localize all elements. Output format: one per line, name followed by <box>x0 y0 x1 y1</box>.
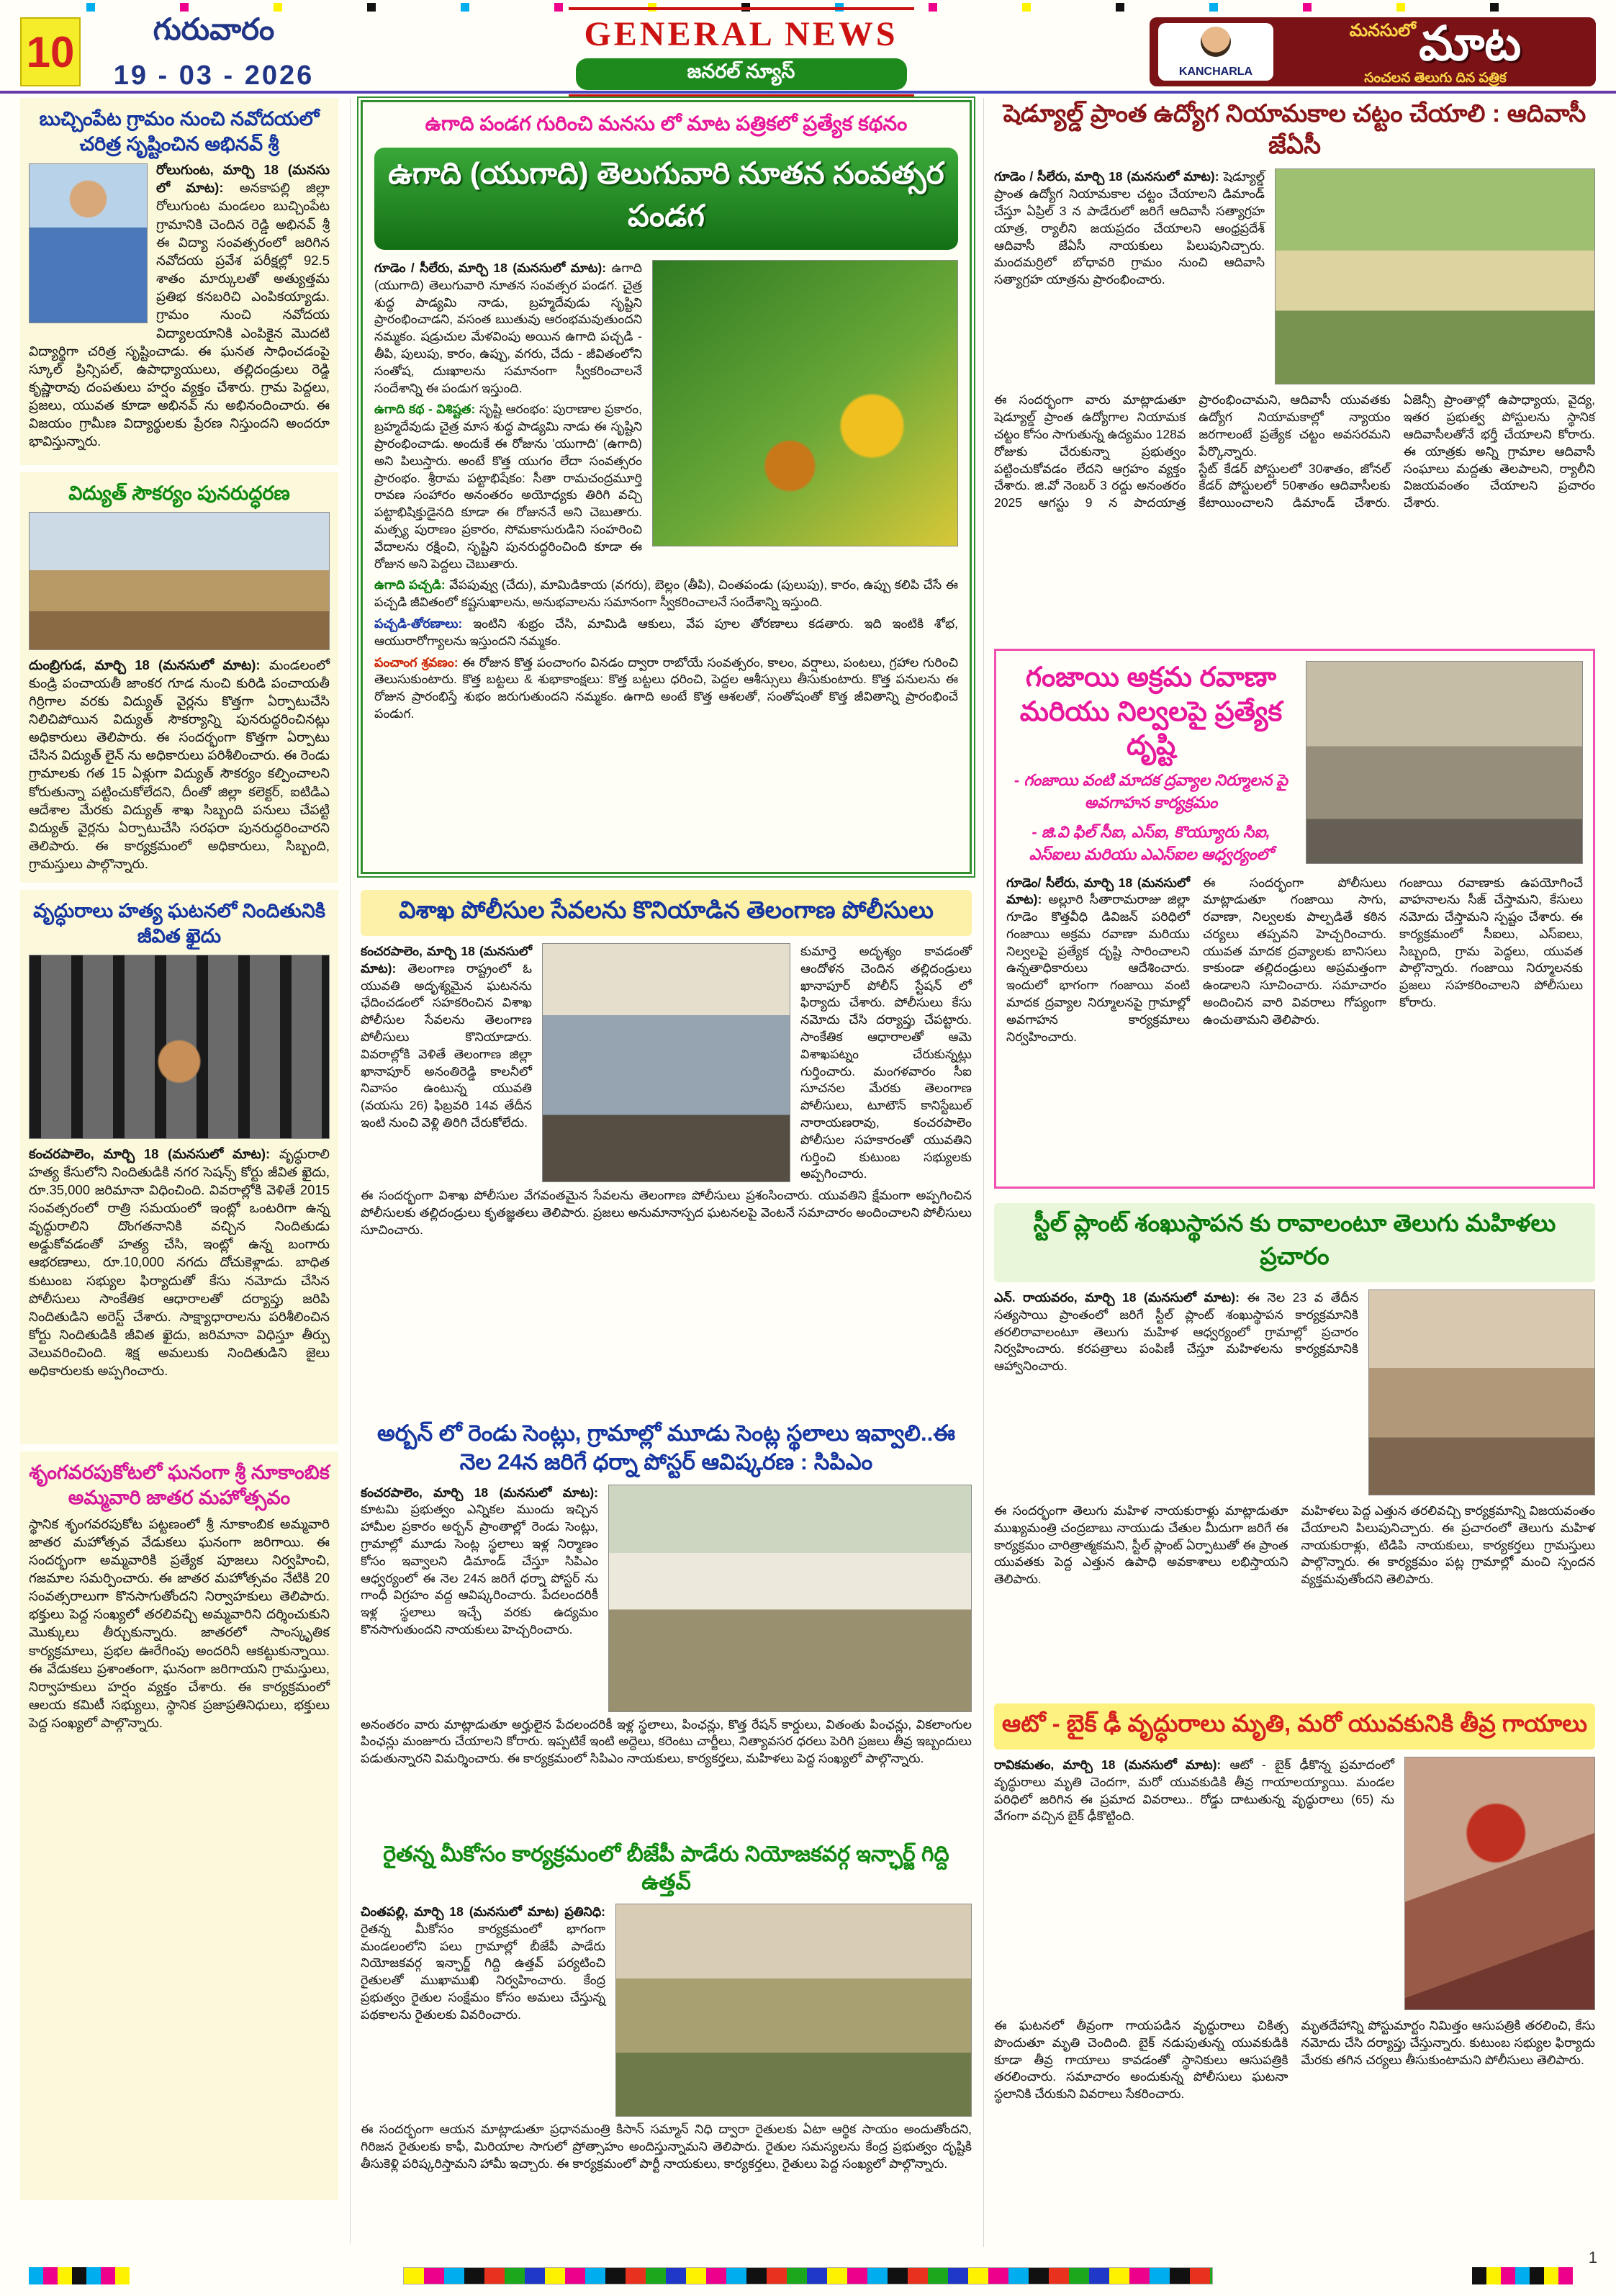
right-column <box>983 98 1595 2247</box>
awareness-campaign-photo <box>1306 661 1583 864</box>
article-media-row <box>361 1485 972 1712</box>
article-subtitle: - గంజాయి వంటి మాదక ద్రవ్యాల నిర్మూలన పై అవగాహన కార్యక్రమం <box>1014 770 1288 811</box>
article-title: వృద్ధురాలు హత్య ఘటనలో నిందితునికి జీవిత ఖైదు <box>33 900 325 947</box>
center-column <box>350 98 972 2243</box>
ugadi-pachadi <box>374 577 958 611</box>
dateline: కంచరపాలెం, మార్చి 18 (మనసులో మాట): <box>361 1485 598 1500</box>
ugadi-torana <box>374 616 958 650</box>
article-media-row <box>361 1904 972 2117</box>
article-title: రైతన్న మీకోసం కార్యక్రమంలో బీజేపీ పాడేరు నియోజకవర్గ ఇన్ఛార్జ్ గిద్ది ఉత్తవ్ <box>383 1842 949 1894</box>
ugadi-title: ఉగాది (యుగాది) తెలుగువారి నూతన సంవత్సర పండగ <box>374 148 958 250</box>
article-body: ఈ సందర్భంగా తెలుగు మహిళ నాయకురాళ్లు మాట్లాడుతూ ముఖ్యమంత్రి చంద్రబాబు నాయుడు చేతుల మీదుగా జరిగే ఈ కార్యక్రమం చారిత్రాత్మకమని, స్టీల్ ప్లాంట్ ఏర్పాటుతో ఈ ప్రాంత యువతకు పెద్ద ఎత్తున ఉపాధి అవకాశాలు లభిస్తాయని తెలిపారు. <box>994 1503 1288 1587</box>
page-number: 10 <box>26 27 75 76</box>
article-rythanna-bjp <box>361 1840 972 2229</box>
article-body: ఈ ఘటనలో తీవ్రంగా గాయపడిన వృద్ధురాలు చికిత్స పొందుతూ మృతి చెందింది. బైక్ నడుపుతున్న యువకుడికి కూడా తీవ్ర గాయాలు కావడంతో స్థానికులు ఆసుపత్రికి తరలించారు. సమాచారం అందుకున్న పోలీసులు ఘటనా స్థలానికి చేరుకుని వివరాలు సేకరించారు. <box>994 2018 1288 2102</box>
article-title: గంజాయి అక్రమ రవాణా మరియు నిల్వలపై ప్రత్యేక దృష్టి <box>1019 662 1283 761</box>
article-body <box>29 656 330 873</box>
section-title-telugu: జనరల్ న్యూస్ <box>576 58 907 90</box>
injured-woman-photo <box>1404 1757 1595 2010</box>
article-body: మృతదేహాన్ని పోస్టుమార్టం నిమిత్తం ఆసుపత్రికి తరలించి, కేసు నమోదు చేసి దర్యాప్తు చేస్తున్నారు. కుటుంబ సభ్యుల ఫిర్యాదు మేరకు తగిన చర్యలు తీసుకుంటామని పోలీసులు తెలిపారు. <box>1301 2018 1595 2067</box>
dateline: కంచరపాలెం, మార్చి 18 (మనసులో మాట): <box>361 944 532 976</box>
dateline: గూడెం / సీలేరు, మార్చి 18 (మనసులో మాట): <box>374 261 607 275</box>
body-text: వృద్ధురాలి హత్య కేసులోని నిందితుడికి నగర సెషన్స్ కోర్టు జీవిత ఖైదు, రూ.35,000 జరిమానా విధించింది. వివరాల్లోకి వెళితే 2015 సంవత్సరంలో రాత్రి సమయంలో ఇంట్లో ఒంటరిగా ఉన్న వృద్ధురాలిని దొంగతనానికి వచ్చిన నిందితుడు అడ్డుకోవడంతో హత్య చేసి, ఇంట్లో ఉన్న బంగారు ఆభరణాలు, రూ.10,000 నగదు దోచుకెళ్లాడు. బాధిత కుటుంబ సభ్యుల ఫిర్యాదుతో కేసు నమోదు చేసిన పోలీసులు సాంకేతిక ఆధారాలతో దర్యాప్తు జరిపి నిందితుడిని అరెస్ట్ చేశారు. సాక్ష్యాధారాలను పరిశీలించిన కోర్టు నిందితుడికి జీవిత ఖైదు, జరిమానా విధిస్తూ తీర్పు వెలువరించింది. శిక్ష అమలుకు నిందితుడిని జైలు అధికారులకు అప్పగించారు. <box>29 1145 330 1379</box>
body-text: రైతన్న మీకోసం కార్యక్రమంలో భాగంగా మండలంలోని పలు గ్రామాల్లో బీజేపీ పాడేరు నియోజకవర్గ ఇన్ఛార్జ్ గిద్ది ఉత్తవ్ పర్యటించి రైతులతో ముఖాముఖి నిర్వహించారు. కేంద్ర ప్రభుత్వం రైతుల సంక్షేమం కోసం అమలు చేస్తున్న పథకాలను రైతులకు వివరించారు. <box>361 1921 605 2022</box>
article-title: ఆటో - బైక్ ఢీ వృద్ధురాలు మృతి, మరో యువకునికి తీవ్ర గాయాలు <box>994 1703 1595 1750</box>
article-jatara-festival <box>20 1451 338 2200</box>
ugadi-panchanga <box>374 654 958 723</box>
article-head-row <box>1006 661 1583 868</box>
subhead-pachadi: ఉగాది పచ్చడి: <box>374 577 446 593</box>
article-body: గంజాయి రవాణాకు ఉపయోగించే వాహనాలను సీజ్ చేస్తామని, కేసులు నమోదు చేస్తామని స్పష్టం చేశారు. ఈ కార్యక్రమంలో సీఐలు, ఎస్ఐలు, సిబ్బంది, గ్రామ పెద్దలు, యువత పాల్గొన్నారు. గంజాయి నిర్మూలనకు ప్రజలు సహకరించాలని పోలీసులు కోరారు. <box>1399 875 1583 1010</box>
police-meeting-photo <box>542 943 790 1182</box>
header-divider <box>0 91 1616 94</box>
article-media-row <box>994 168 1595 384</box>
article-body-bottom: ఈ సందర్భంగా విశాఖ పోలీసుల వేగవంతమైన సేవలను తెలంగాణ పోలీసులు ప్రశంసించారు. యువతిని క్షేమంగా అప్పగించిన పోలీసులకు తల్లిదండ్రులు కృతజ్ఞతలు తెలిపారు. ప్రజలు అనుమానాస్పద ఘటనలపై వెంటనే సమాచారం అందించాలని పోలీసులు సూచించారు. <box>361 1188 972 1237</box>
jail-bars-photo <box>29 955 330 1139</box>
brand-name: KANCHARLA <box>1158 63 1273 81</box>
dateline: దుంబ్రిగుడ, మార్చి 18 (మనసులో మాట): <box>29 657 261 672</box>
publisher-portrait-icon <box>1201 27 1231 57</box>
dateline: రావికమతం, మార్చి 18 (మనసులో మాట): <box>994 1757 1222 1772</box>
dateline: చింతపల్లి, మార్చి 18 (మనసులో మాట) ప్రతినిధి: <box>361 1904 605 1919</box>
body-text: సృష్టి ఆరంభం: పురాణాల ప్రకారం, బ్రహ్మదేవుడు చైత్ర మాస శుద్ధ పాడ్యమి నాడు ఈ సృష్టిని ప్రారంభించాడు. అందుకే ఈ రోజును 'యుగాది' (ఉగాది) అని పిలుస్తారు. అంటే కొత్త యుగం లేదా సంవత్సరం ప్రారంభం. శ్రీరామ పట్టాభిషేకం: సీతా రామచంద్రమూర్తి రావణ సంహారం అనంతరం అయోధ్యకు తిరిగి వచ్చి పట్టాభిషిక్తుడైనది కూడా ఈ రోజుననే అని చెబుతారు. మత్స్య పురాణం ప్రకారం, సోమకాసురుడిని సంహరించి వేదాలను రక్షించి, సృష్టిని పునరుద్ధరించింది కూడా ఈ రోజున అని పెద్దలు చెబుతారు. <box>374 402 642 571</box>
article-title: బుచ్చింపేట గ్రామం నుంచి నవోదయలో చరిత్ర సృష్టించిన అభినవ్ శ్రీ <box>39 108 320 155</box>
tribal-rally-photo <box>1275 168 1595 384</box>
body-text: ఆటో - బైక్ ఢీకొన్న ప్రమాదంలో వృద్ధురాలు మృతి చెందగా, మరో యువకుడికి తీవ్ర గాయాలయ్యాయి. మండల పరిధిలో జరిగిన ఈ ప్రమాద వివరాలు.. రోడ్డు దాటుతున్న వృద్ధురాలు (65) ను వేగంగా వచ్చిన బైక్ ఢీకొట్టింది. <box>994 1757 1395 1824</box>
article-title-block <box>1006 661 1296 868</box>
subhead-story: ఉగాది కథ - విశిష్టత: <box>374 402 476 417</box>
body-text: ఈ నెల 23 వ తేదీన సత్యసాయి ప్రాంతంలో జరిగే స్టీల్ ప్లాంట్ శంఖుస్థాపన కార్యక్రమానికి తరలిరావాలంటూ తెలుగు మహిళ ఆధ్వర్యంలో గ్రామాల్లో ప్రచారం నిర్వహించారు. కరపత్రాలు పంపిణీ చేస్తూ మహిళలను కార్యక్రమానికి ఆహ్వానించారు. <box>994 1290 1358 1374</box>
body-text: మండలంలో కుండ్రి పంచాయతీ జాంకర గూడ నుంచి కురిడి పంచాయతీ గిర్రిగాల వరకు విద్యుత్ వైర్లను కొత్తగా ఏర్పాటుచేసి నిలిచిపోయిన విద్యుత్ సౌకర్యాన్ని పునరుద్ధరించినట్లు అధికారులు తెలిపారు. ఈ సందర్భంగా కొత్తగా ఏర్పాటు చేసిన విద్యుత్ లైన్ ను అధికారులు పరిశీలించారు. ఈ రెండు గ్రామాలకు గత 15 ఏళ్లుగా విద్యుత్ సౌకర్యం కల్పించాలని కోరుతున్నా పట్టించుకోలేదని, దీంతో జిల్లా కలెక్టర్, ఐటిడిఎ ఆదేశాల మేరకు విద్యుత్ శాఖ సిబ్బంది పనులు చేపట్టి విద్యుత్ వైర్లను ఏర్పాటుచేసి సరఫరా పునరుద్ధరించారని తెలిపారు. ఈ కార్యక్రమంలో అధికారులు, సిబ్బంది, గ్రామస్తులు పాల్గొన్నారు. <box>29 657 330 872</box>
body-text: తెలంగాణ రాష్ట్రంలో ఓ యువతి అదృశ్యమైన ఘటనను ఛేదించడంలో సహకరించిన విశాఖ పోలీసుల సేవలను తెలంగాణ పోలీసులు కొనియాడారు. వివరాల్లోకి వెళితే తెలంగాణ జిల్లా ఖానాపూర్ అనంతిరెడ్డి కాలనీలో నివాసం ఉంటున్న యువతి (వయసు 26) ఫిబ్రవరి 14వ తేదీన ఇంటి నుంచి వెళ్లి తిరిగి చేరుకోలేదు. <box>361 960 532 1130</box>
subhead-torana: పచ్చడి-తోరణాలు: <box>374 616 463 631</box>
article-body-left <box>361 1485 598 1712</box>
article-title: స్టీల్ ప్లాంట్ శంఖుస్థాపన కు రావాలంటూ తెలుగు మహిళలు ప్రచారం <box>994 1203 1595 1282</box>
article-steel-plant-campaign <box>994 1203 1595 1689</box>
section-title-box <box>569 7 914 97</box>
article-body: ఈ సందర్భంగా వారు మాట్లాడుతూ షెడ్యూల్డ్ ప్రాంత ఉద్యోగాల నియామక చట్టం కోసం సాగుతున్న ఉద్యమం 128వ రోజుకు చేరుకున్నా ప్రభుత్వం పట్టించుకోవడం లేదని ఆగ్రహం వ్యక్తం చేశారు. జి.వో నెంబర్ 3 రద్దు అనంతరం 2025 ఆగస్టు 9 న పాదయాత్ర ప్రారంభించామని, ఆదివాసీ యువతకు ఉద్యోగ నియామకాల్లో న్యాయం జరగాలంటే ప్రత్యేక చట్టం అవసరమని పేర్కొన్నారు. <box>994 392 1391 510</box>
print-registration-bar-bottom <box>403 2267 1213 2284</box>
left-column <box>20 98 338 2207</box>
body-text: వేపపువ్వు (చేదు), మామిడికాయ (వగరు), బెల్లం (తీపి), చింతపండు (పులుపు), కారం, ఉప్పు కలిపి చేసే ఈ పచ్చడి జీవితంలో కష్టసుఖాలను, అనుభవాలను సమానంగా స్వీకరించాలనే సందేశాన్ని ఇస్తుంది. <box>374 577 958 610</box>
body-text: ఉగాది (యుగాది) తెలుగువారి నూతన సంవత్సర పండగ. చైత్ర శుద్ధ పాడ్యమి నాడు, బ్రహ్మదేవుడు సృష్టిని ప్రారంభించాడని, వసంత ఋతువు ఆరంభమవుతుందని నమ్మకం. షడ్రుచుల మేళవింపు అయిన ఉగాది పచ్చడి - తీపి, పులుపు, కారం, ఉప్పు, వగరు, చేదు - జీవితంలోని సంతోష, దుఃఖాలను సమానంగా స్వీకరించాలనే సందేశాన్ని ఈ పండుగ ఇస్తుంది. <box>374 261 642 395</box>
dateline: గూడెం / సీలేరు, మార్చి 18 (మనసులో మాట): <box>994 169 1219 184</box>
article-adivasi-jac <box>994 98 1595 634</box>
weekday-label: గురువారం <box>153 12 275 46</box>
ugadi-kicker: ఉగాది పండగ గురించి మనసు లో మాట పత్రికలో ప్రత్యేక కథనం <box>425 112 908 135</box>
body-text: కూటమి ప్రభుత్వం ఎన్నికల ముందు ఇచ్చిన హామీల ప్రకారం అర్బన్ ప్రాంతాల్లో రెండు సెంట్లు, గ్రామాల్లో మూడు సెంట్ల స్థలాలు ఇళ్ల నిర్మాణం కోసం ఇవ్వాలని డిమాండ్ చేస్తూ సిపిఎం ఆధ్వర్యంలో ఈ నెల 24న జరిగే ధర్నా పోస్టర్ ను గాంధీ విగ్రహం వద్ద ఆవిష్కరించారు. పేదలందరికీ ఇళ్ల స్థలాలు ఇచ్చే వరకు ఉద్యమం కొనసాగుతుందని నాయకులు హెచ్చరించారు. <box>361 1502 598 1637</box>
article-body: ఈ సందర్భంగా పోలీసులు మాట్లాడుతూ గంజాయి సాగు, రవాణా, నిల్వలకు పాల్పడితే కఠిన చర్యలు తప్పవని హెచ్చరించారు. యువత మాదక ద్రవ్యాలకు బానిసలు కాకుండా తల్లిదండ్రులు అప్రమత్తంగా ఉండాలని సూచించారు. సమాచారం అందించిన వారి వివరాలు గోప్యంగా ఉంచుతామని తెలిపారు. <box>1203 875 1386 1027</box>
ugadi-festive-photo <box>652 260 958 546</box>
page-header <box>20 12 1596 91</box>
article-body-columns <box>994 392 1595 512</box>
body-text: ఈ రోజున కొత్త పంచాంగం వినడం ద్వారా రాబోయే సంవత్సరం, కాలం, వర్షాలు, పంటలు, గ్రహాల గురించి తెలుసుకుంటారు. కొత్త బట్టలు & శుభాకాంక్షలు: కొత్త బట్టలు ధరించి, పెద్దల ఆశీస్సులు తీసుకుంటారు. కొత్త పనులను ఈ రోజున ప్రారంభిస్తే శుభం జరుగుతుందని నమ్మకం. ఉగాది అంటే కొత్త ఆశలతో, సంతోషంతో కొత్త జీవితాన్ని ప్రారంభించే పండుగ. <box>374 654 958 721</box>
article-body-columns <box>994 2017 1595 2103</box>
article-title: విశాఖ పోలీసుల సేవలను కొనియాడిన తెలంగాణ పోలీసులు <box>361 890 972 936</box>
body-text: అల్లూరి సీతారామరాజు జిల్లా గూడెం కొత్తవీధి డివిజన్ పరిధిలో గంజాయి అక్రమ రవాణా మరియు నిల్వలపై ప్రత్యేక దృష్టి సారించాలని ఉన్నతాధికారులు ఆదేశించారు. ఇందులో భాగంగా గంజాయి వంటి మాదక ద్రవ్యాల నిర్మూలనపై గ్రామాల్లో అవగాహన కార్యక్రమాలు నిర్వహించారు. <box>1006 892 1190 1044</box>
day-date-block <box>95 12 333 91</box>
article-body: స్టేట్ కేడర్ పోస్టులలో 30శాతం, జోనల్ కేడర్ పోస్టులలో 50శాతం ఆదివాసీలకు కేటాయించాలని డిమాండ్ చేశారు. ఏజెన్సీ ప్రాంతాల్లో ఉపాధ్యాయ, వైద్య, ఇతర ప్రభుత్వ పోస్టులను స్థానిక ఆదివాసీలతోనే భర్తీ చేయాలని కోరారు. ఈ యాత్రకు అన్ని గ్రామాల ఆదివాసీ సంఘాలు మద్దతు తెలపాలని, ర్యాలీని విజయవంతం చేయాలని ప్రచారం చేశారు. <box>1199 392 1595 510</box>
article-body <box>29 1145 330 1380</box>
page-number-box <box>20 17 81 86</box>
women-campaign-photo <box>1368 1289 1595 1495</box>
masthead <box>1150 17 1596 86</box>
article-body-left <box>994 168 1265 384</box>
article-media-row <box>994 1289 1595 1495</box>
article-title: విద్యుత్ సౌకర్యం పునరుద్ధరణ <box>68 482 290 504</box>
article-subtitle: - జి.వి ఫిల్ సీఐ, ఎస్ఐ, కొయ్యూరు సిఐ, ఎస్ఐలు మరియు ఎఎస్ఐల ఆధ్వర్యంలో <box>1029 822 1273 863</box>
ugadi-content <box>374 260 958 723</box>
article-title: అర్బన్ లో రెండు సెంట్లు, గ్రామాల్లో మూడు సెంట్ల స్థలాలు ఇవ్వాలి..ఈ నెల 24న జరిగే ధర్నా పోస్టర్ ఆవిష్కరణ : సిపిఎం <box>376 1421 956 1475</box>
masthead-title-block <box>1283 16 1587 86</box>
article-body-bottom: అనంతరం వారు మాట్లాడుతూ అర్హులైన పేదలందరికీ ఇళ్ల స్థలాలు, పింఛన్లు, కొత్త రేషన్ కార్డులు, వితంతు పింఛన్లు, వికలాంగుల పింఛన్లు మంజూరు చేయాలని కోరారు. ఇప్పటికే ఇంటి అద్దెలు, కరెంటు చార్జీలు, నిత్యావసర ధరలు పెరిగి ప్రజలు తీవ్ర ఇబ్బందులు పడుతున్నారని విమర్శించారు. ఈ కార్యక్రమంలో సిపిఎం నాయకులు, కార్యకర్తలు, మహిళలు పెద్ద సంఖ్యలో పాల్గొన్నారు. <box>361 1716 972 1766</box>
article-media-row <box>361 943 972 1183</box>
article-body-columns <box>1006 875 1583 1046</box>
dateline: రోలుగుంట, మార్చి 18 (మనసు లో మాట): <box>156 162 330 196</box>
article-body-left <box>994 1289 1358 1495</box>
article-ugadi-special <box>361 100 972 874</box>
dateline: కంచరపాలెం, మార్చి 18 (మనసులో మాట): <box>29 1145 271 1161</box>
print-registration-bar-bottom-left <box>29 2267 130 2284</box>
farmers-meeting-photo <box>615 1904 972 2117</box>
article-ganja-awareness <box>994 649 1595 1189</box>
body-text: షెడ్యూల్డ్ ప్రాంత ఉద్యోగ నియామకాల చట్టం చేయాలని డిమాండ్ చేస్తూ ఏప్రిల్ 3 న పాడేరులో జరిగే ఆదివాసీ సత్యాగ్రహ యాత్ర, ర్యాలీని జయప్రదం చేయాలని ఆంధ్రప్రదేశ్ ఆదివాసీ జేఏసీ నాయకులు పిలుపునిచ్చారు. మందమర్రిలో బోధావరి గ్రామం నుంచి ఆదివాసి సత్యాగ్రహ యాత్రను ప్రారంభించారు. <box>994 169 1265 287</box>
article-road-accident <box>994 1703 1595 2233</box>
article-title: శృంగవరపుకోటలో ఘనంగా శ్రీ నూకాంబిక అమ్మవారి జాతర మహోత్సవం <box>29 1462 330 1508</box>
section-title-english: GENERAL NEWS <box>584 14 898 53</box>
article-cpm-dharna <box>361 1419 972 1826</box>
article-media-row <box>994 1757 1595 2010</box>
article-body <box>1006 875 1190 1046</box>
article-title: షెడ్యూల్డ్ ప్రాంత ఉద్యోగ నియామకాల చట్టం చేయాలి : ఆదివాసీ జేఏసీ <box>1003 100 1586 160</box>
masthead-title: మాట <box>1419 16 1522 70</box>
article-body-left <box>994 1757 1394 2010</box>
dateline: గూడెం/ సీలేరు, మార్చి 18 (మనసులో మాట): <box>1006 875 1190 907</box>
article-body <box>29 1515 330 1732</box>
cpm-poster-release-photo <box>608 1485 972 1712</box>
body-text: ఇంటిని శుభ్రం చేసి, మామిడి ఆకులు, వేప పూల తోరణాలు కడతారు. ఇది ఇంటికి శోభ, ఆయురారోగ్యాలను ఇస్తుందని నమ్మకం. <box>374 616 958 648</box>
body-text: స్థానిక శృంగవరపుకోట పట్టణంలో శ్రీ నూకాంబిక అమ్మవారి జాతర మహోత్సవ వేడుకలు ఘనంగా జరిగాయి. ఈ సందర్భంగా అమ్మవారికి ప్రత్యేక పూజలు నిర్వహించి, గజమాల సమర్పించారు. ఈ జాతర మహోత్సవం నేటికి 20 సంవత్సరాలుగా కొనసాగుతోందని నిర్వాహకులు తెలిపారు. భక్తులు పెద్ద సంఖ్యలో తరలివచ్చి అమ్మవారిని దర్శించుకుని మొక్కులు తీర్చుకున్నారు. జాతరలో సాంస్కృతిక కార్యక్రమాలు, ప్రభల ఊరేగింపు అందరినీ ఆకట్టుకున్నాయి. ఈ వేడుకలు ప్రశాంతంగా, ఘనంగా జరిగాయని గ్రామస్తులు, నిర్వాహకులు హర్షం వ్యక్తం చేశారు. ఈ కార్యక్రమంలో ఆలయ కమిటీ సభ్యులు, స్థానిక ప్రజాప్రతినిధులు, భక్తులు పెద్ద సంఖ్యలో పాల్గొన్నారు. <box>29 1516 330 1731</box>
article-body-left <box>361 1904 605 2117</box>
student-photo <box>29 163 148 323</box>
article-police-appreciation <box>361 890 972 1405</box>
article-body-left <box>361 943 532 1183</box>
article-life-sentence <box>20 890 338 1444</box>
dateline: ఎన్. రాయవరం, మార్చి 18 (మనసులో మాట): <box>994 1290 1240 1305</box>
article-body-columns <box>994 1503 1595 1588</box>
article-body-bottom: ఈ సందర్భంగా ఆయన మాట్లాడుతూ ప్రధానమంత్రి కిసాన్ సమ్మాన్ నిధి ద్వారా రైతులకు ఏటా ఆర్థిక సాయం అందుతోందని, గిరిజన రైతులకు కాఫీ, మిరియాల సాగులో ప్రోత్సాహం అందిస్తున్నామని తెలిపారు. రైతుల సమస్యలను కేంద్ర ప్రభుత్వం దృష్టికి తీసుకెళ్లి పరిష్కరిస్తామని హామీ ఇచ్చారు. ఈ కార్యక్రమంలో పార్టీ నాయకులు, కార్యకర్తలు, రైతులు పెద్ద సంఖ్యలో పాల్గొన్నారు. <box>361 2122 972 2171</box>
folio-number: 1 <box>1588 2248 1597 2266</box>
body-text: అనకాపల్లి జిల్లా రోలుగుంట మండలం బుచ్చింపేట గ్రామానికి చెందిన రెడ్డి అభినవ్ శ్రీ ఈ విద్యా సంవత్సరంలో జరిగిన నవోదయ ప్రవేశ పరీక్షల్లో 92.5 శాతం మార్కులతో అత్యుత్తమ ప్రతిభ కనబరిచి ఎంపికయ్యాడు. గ్రామం నుంచి నవోదయ విద్యాలయానికి ఎంపికైన మొదటి విద్యార్థిగా చరిత్ర సృష్టించాడు. ఈ ఘనత సాధించడంపై స్కూల్ ప్రిన్సిపల్, ఉపాధ్యాయులు, తల్లిదండ్రులు రెడ్డి కృష్ణారావు దంపతులు హర్షం వ్యక్తం చేశారు. గ్రామ పెద్దలు, ప్రజలు, యువత కూడా అభినవ్ ను అభినందించారు. ఈ విజయం గ్రామీణ విద్యార్థులకు ప్రేరణ నిస్తుందని అందరూ భావిస్తున్నారు. <box>29 180 330 449</box>
print-registration-bar-bottom-right <box>1472 2267 1573 2284</box>
article-navodaya-student <box>20 98 338 465</box>
power-line-field-photo <box>29 512 330 650</box>
subhead-panchanga: పంచాంగ శ్రవణం: <box>374 654 459 670</box>
masthead-logo <box>1158 23 1273 81</box>
masthead-prefix: మనసులో <box>1349 20 1416 40</box>
masthead-tagline: సంచలన తెలుగు దిన పత్రిక <box>1364 70 1507 86</box>
article-body-right: కుమార్తె అదృశ్యం కావడంతో ఆందోళన చెందిన తల్లిదండ్రులు ఖానాపూర్ పోలీస్ స్టేషన్ లో ఫిర్యాదు చేశారు. పోలీసులు కేసు నమోదు చేసి దర్యాప్తు చేపట్టారు. సాంకేతిక ఆధారాలతో ఆమె విశాఖపట్నం చేరుకున్నట్లు గుర్తించారు. మంగళవారం సీఐ సూచనల మేరకు తెలంగాణ పోలీసులు, టూటౌన్ కానిస్టేబుల్ నారాయణరావు, కంచరపాలెం పోలీసుల సహకారంతో యువతిని గుర్తించి కుటుంబ సభ్యులకు అప్పగించారు. <box>800 944 972 1181</box>
article-power-restoration <box>20 472 338 883</box>
article-body: మహిళలు పెద్ద ఎత్తున తరలివచ్చి కార్యక్రమాన్ని విజయవంతం చేయాలని పిలుపునిచ్చారు. ఈ ప్రచారంలో తెలుగు మహిళ నాయకురాళ్లు, టిడిపి నాయకులు, కార్యకర్తలు గ్రామస్తులు పాల్గొన్నారు. ఈ కార్యక్రమం పట్ల గ్రామాల్లో మంచి స్పందన వ్యక్తమవుతోందని తెలిపారు. <box>1301 1503 1595 1587</box>
issue-date: 19 - 03 - 2026 <box>113 60 315 91</box>
